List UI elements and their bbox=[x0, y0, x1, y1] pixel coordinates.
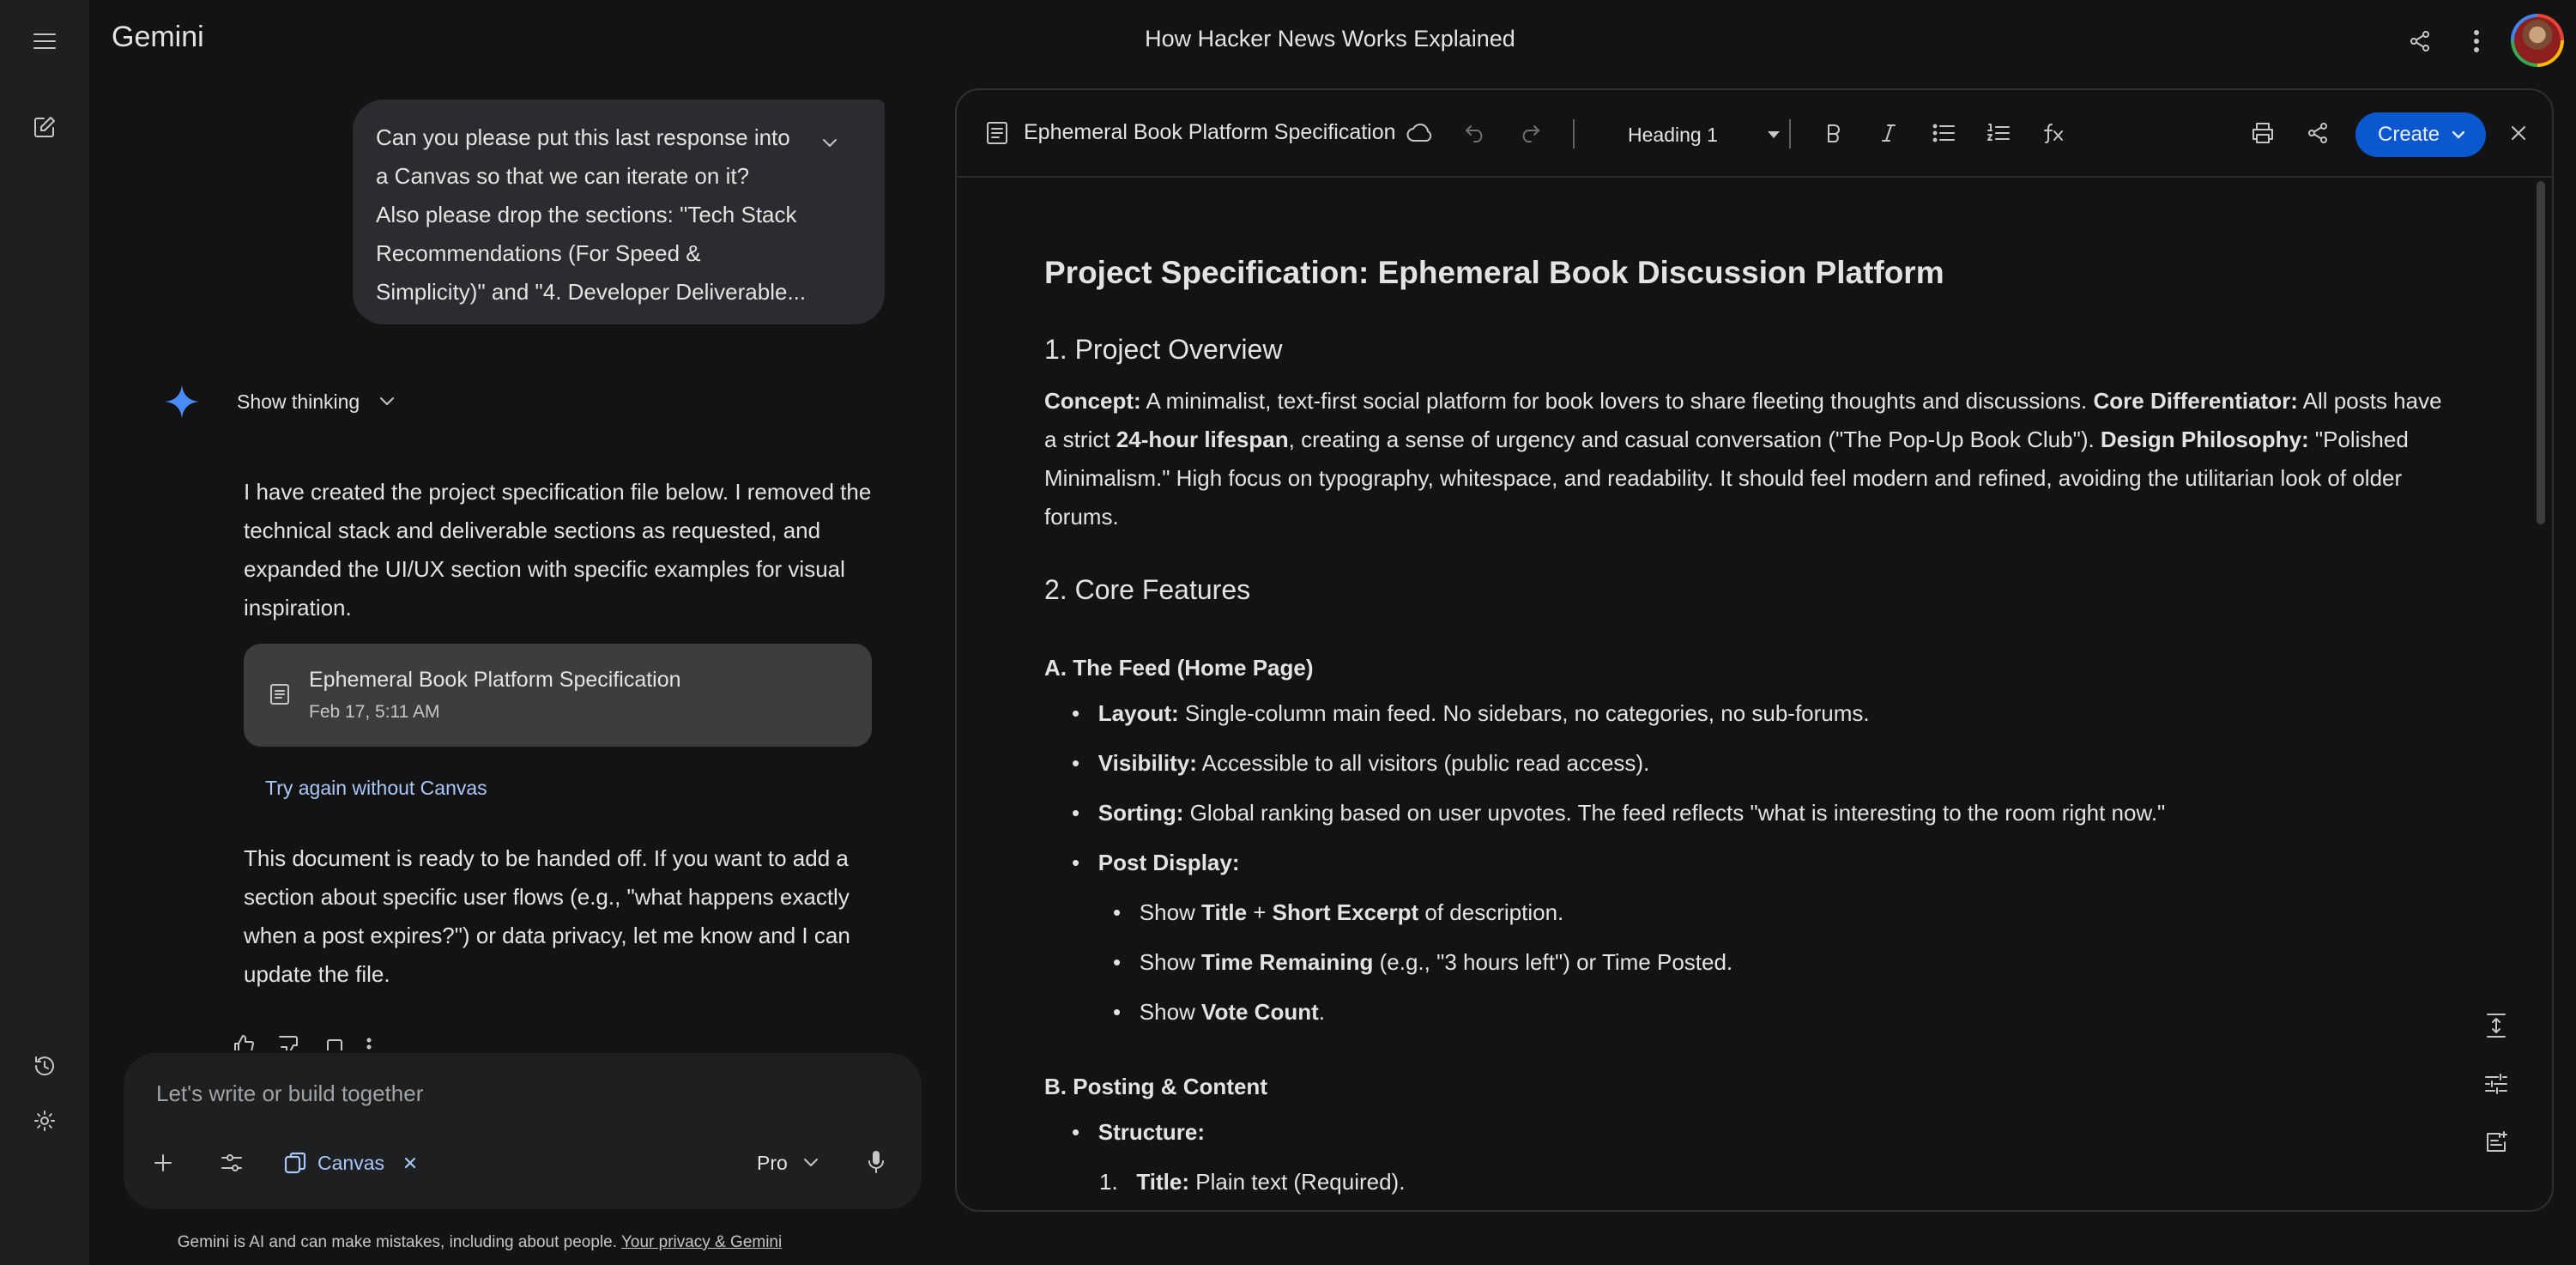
list-item-text: Accessible to all visitors (public read access). bbox=[1196, 750, 1650, 776]
toolbar-divider bbox=[1573, 119, 1575, 148]
canvas-doc-title: Ephemeral Book Platform Specification bbox=[1024, 120, 1396, 144]
add-icon[interactable] bbox=[142, 1142, 184, 1183]
copy-icon[interactable] bbox=[321, 1033, 345, 1050]
redo-icon[interactable] bbox=[1508, 111, 1552, 155]
canvas-chip-label: Canvas bbox=[317, 1151, 384, 1174]
microphone-icon[interactable] bbox=[855, 1141, 898, 1183]
overview-paragraph bbox=[1044, 382, 2452, 536]
text-style-dropdown[interactable] bbox=[1609, 118, 1781, 152]
list-item-text: Single-column main feed. No sidebars, no categories, no sub-forums. bbox=[1178, 700, 1870, 726]
menu-icon[interactable] bbox=[22, 19, 67, 64]
chevron-down-icon bbox=[2452, 130, 2465, 139]
list-item-text: + bbox=[1247, 899, 1273, 925]
text-style-value: Heading 1 bbox=[1628, 123, 1718, 146]
adjust-settings-icon[interactable] bbox=[2470, 1058, 2522, 1110]
file-card-date: Feb 17, 5:11 AM bbox=[309, 702, 440, 722]
section-heading: 2. Core Features bbox=[1044, 574, 1251, 605]
canvas-toolbar bbox=[957, 90, 2552, 178]
activity-icon[interactable] bbox=[22, 1044, 67, 1088]
create-button-label: Create bbox=[2378, 123, 2440, 146]
list-item-label: Short Excerpt bbox=[1272, 899, 1419, 925]
side-rail bbox=[0, 0, 89, 1265]
list-item: • Structure: bbox=[1072, 1119, 1206, 1145]
document-scrollbar[interactable] bbox=[2537, 181, 2545, 524]
list-item-label: Visibility: bbox=[1098, 750, 1197, 776]
list-item-label: Time Remaining bbox=[1201, 949, 1374, 975]
list-item-label: Sorting: bbox=[1098, 800, 1184, 826]
dropdown-caret-icon bbox=[1767, 130, 1781, 139]
user-message-line: a Canvas so that we can iterate on it? bbox=[376, 163, 750, 189]
list-item-label: Title: bbox=[1136, 1169, 1189, 1195]
print-icon[interactable] bbox=[2240, 111, 2285, 155]
model-selector[interactable] bbox=[757, 1146, 819, 1180]
canvas-icon bbox=[283, 1151, 307, 1175]
list-item-text: Global ranking based on user upvotes. The feed reflects "what is interesting to the room right now." bbox=[1183, 800, 2166, 826]
user-message-line: Simplicity)" and "4. Developer Deliverable... bbox=[376, 279, 807, 305]
list-item-label: Post Display: bbox=[1098, 850, 1240, 875]
more-options-icon[interactable] bbox=[2454, 19, 2499, 64]
numbered-list-icon[interactable] bbox=[1976, 111, 2021, 155]
concept-text: A minimalist, text-first social platform for book lovers to share fleeting thoughts and discussions. bbox=[1140, 388, 2094, 414]
chevron-down-icon bbox=[803, 1158, 819, 1168]
canvas-file-card[interactable] bbox=[244, 644, 872, 747]
concept-label: Concept: bbox=[1044, 388, 1141, 414]
expand-message-chevron-icon[interactable] bbox=[813, 125, 847, 160]
response-paragraph: I have created the project specification file below. I removed the technical stack and deliverable sections as requested, and expanded the UI/UX section with specific examples for visual inspiration. bbox=[244, 479, 872, 620]
undo-icon[interactable] bbox=[1453, 111, 1497, 155]
try-again-without-canvas-link[interactable]: Try again without Canvas bbox=[265, 777, 487, 799]
gemini-spark-icon bbox=[163, 383, 201, 421]
response-actions bbox=[232, 1033, 386, 1050]
user-message-line: Also please drop the sections: "Tech Stack bbox=[376, 202, 797, 227]
create-button[interactable] bbox=[2355, 112, 2486, 157]
privacy-link[interactable]: Your privacy & Gemini bbox=[620, 1233, 783, 1251]
list-number: 1. bbox=[1099, 1169, 1118, 1195]
list-item-text: Show bbox=[1139, 949, 1202, 975]
list-item-label: Title bbox=[1201, 899, 1248, 925]
list-item-text: (e.g., "3 hours left") or Time Posted. bbox=[1373, 949, 1733, 975]
list-item-text: Plain text (Required). bbox=[1189, 1169, 1406, 1195]
sub-list-item: • Show Time Remaining (e.g., "3 hours left") or Time Posted. bbox=[1113, 949, 1733, 975]
document-icon bbox=[269, 683, 290, 705]
bold-icon[interactable] bbox=[1811, 111, 1856, 155]
share-icon[interactable] bbox=[2398, 19, 2442, 64]
close-canvas-icon[interactable] bbox=[2496, 111, 2541, 155]
subsection-heading: B. Posting & Content bbox=[1044, 1074, 1267, 1099]
tools-icon[interactable] bbox=[211, 1142, 252, 1183]
list-item-text: . bbox=[1318, 999, 1325, 1025]
sub-list-item: • Show Vote Count. bbox=[1113, 999, 1325, 1025]
adjust-length-icon[interactable] bbox=[2470, 1000, 2522, 1051]
differentiator-text: All posts have a strict bbox=[1044, 388, 2442, 452]
prompt-box bbox=[124, 1053, 922, 1209]
response-paragraph: This document is ready to be handed off. If you want to add a section about specific user flows (e.g., "what happens exactly when a post expires?") or data privacy, let me know and I can update the file. bbox=[244, 845, 850, 987]
toolbar-divider bbox=[1789, 119, 1791, 148]
subsection-heading: A. The Feed (Home Page) bbox=[1044, 655, 1314, 681]
italic-icon[interactable] bbox=[1866, 111, 1911, 155]
section-heading: 1. Project Overview bbox=[1044, 334, 1283, 365]
list-item: • Layout: Single-column main feed. No sidebars, no categories, no sub-forums. bbox=[1072, 700, 1870, 726]
list-item: • Sorting: Global ranking based on user upvotes. The feed reflects "what is interesting to the room right now." bbox=[1072, 800, 2166, 826]
model-label: Pro bbox=[757, 1151, 788, 1174]
list-item: • Post Display: bbox=[1072, 850, 1240, 875]
show-thinking-label: Show thinking bbox=[237, 390, 360, 413]
list-item-label: Vote Count bbox=[1201, 999, 1319, 1025]
more-icon[interactable] bbox=[366, 1033, 372, 1050]
user-message-line: Can you please put this last response into bbox=[376, 124, 790, 150]
canvas-chip[interactable] bbox=[283, 1146, 417, 1180]
cloud-save-icon[interactable] bbox=[1398, 111, 1442, 155]
lifespan-text: 24-hour lifespan bbox=[1116, 427, 1289, 452]
document-icon bbox=[986, 121, 1008, 145]
list-item: • Visibility: Accessible to all visitors (public read access). bbox=[1072, 750, 1650, 776]
thumbs-up-icon[interactable] bbox=[232, 1033, 256, 1050]
list-item-label: Layout: bbox=[1098, 700, 1179, 726]
user-message-line: Recommendations (For Speed & bbox=[376, 240, 701, 266]
design-text: "Polished Minimalism." High focus on typography, whitespace, and readability. It should feel modern and refined, avoiding the utilitarian look of older forums. bbox=[1044, 427, 2409, 530]
suggest-edits-icon[interactable] bbox=[2470, 1117, 2522, 1168]
list-item-text: Show bbox=[1139, 999, 1202, 1025]
show-thinking-toggle[interactable] bbox=[163, 383, 396, 421]
share-icon[interactable] bbox=[2295, 111, 2340, 155]
thumbs-down-icon[interactable] bbox=[276, 1033, 300, 1050]
new-chat-icon[interactable] bbox=[22, 105, 67, 149]
sub-list-item: • Show Title + Short Excerpt of description. bbox=[1113, 899, 1564, 925]
list-item-text: Show bbox=[1139, 899, 1202, 925]
remove-canvas-close-icon[interactable] bbox=[403, 1156, 417, 1170]
avatar[interactable] bbox=[2511, 14, 2564, 67]
list-item-text: of description. bbox=[1418, 899, 1564, 925]
brand-title[interactable]: Gemini bbox=[112, 21, 204, 53]
design-label: Design Philosophy: bbox=[2100, 427, 2309, 452]
formula-fx-icon[interactable] bbox=[2031, 111, 2076, 155]
differentiator-text: , creating a sense of urgency and casual conversation ("The Pop-Up Book Club"). bbox=[1288, 427, 2101, 452]
bulleted-list-icon[interactable] bbox=[1921, 111, 1966, 155]
document-title: Project Specification: Ephemeral Book Discussion Platform bbox=[1044, 255, 1944, 290]
differentiator-label: Core Differentiator: bbox=[2093, 388, 2298, 414]
disclaimer bbox=[0, 1233, 959, 1252]
list-item-label: Structure: bbox=[1098, 1119, 1206, 1145]
canvas-document[interactable] bbox=[1044, 179, 2469, 1209]
numbered-list-item bbox=[1099, 1163, 1405, 1201]
disclaimer-text: Gemini is AI and can make mistakes, including about people. bbox=[177, 1233, 621, 1251]
chat-title: How Hacker News Works Explained bbox=[1145, 26, 1515, 51]
settings-icon[interactable] bbox=[22, 1099, 67, 1143]
user-message-bubble bbox=[353, 100, 885, 324]
canvas-panel bbox=[955, 88, 2554, 1212]
file-card-title: Ephemeral Book Platform Specification bbox=[309, 668, 681, 692]
chevron-down-icon bbox=[378, 396, 396, 408]
prompt-input[interactable] bbox=[156, 1075, 860, 1111]
